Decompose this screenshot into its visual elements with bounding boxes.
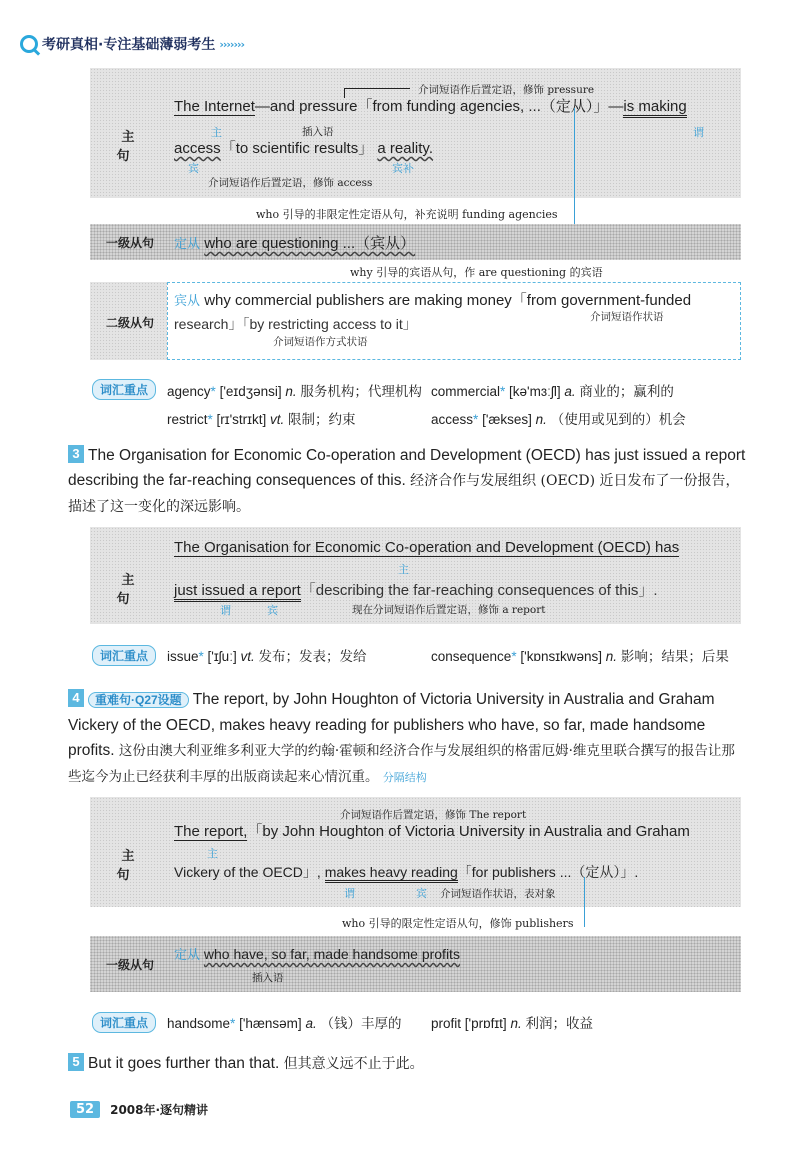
mark-insert-3: 插入语	[252, 972, 284, 984]
vocab-issue: issue* ['ɪʃuː] vt. 发布；发表；发给	[167, 649, 367, 664]
flag-tag: 重难句·Q27设题	[88, 692, 189, 708]
mark-subject-3: 主	[207, 847, 218, 860]
mark-predicate: 谓	[693, 126, 704, 139]
block3-line1: The report,「by John Houghton of Victoria University in Australia and Graham	[174, 823, 690, 840]
sentence-line1: The Internet—and pressure「from funding agencies, ...（定从）」—is making	[174, 95, 687, 116]
level1-label-3: 一级从句	[105, 958, 154, 972]
mark-predicate-3: 谓	[344, 887, 355, 900]
footer-title: 2008年·逐句精讲	[110, 1103, 209, 1117]
note-adverbial: 介词短语作状语	[590, 311, 664, 323]
note-report: 现在分词短语作后置定语，修饰 a report	[352, 604, 546, 616]
note-who-publishers: who 引导的限定性定语从句，修饰 publishers	[342, 917, 574, 930]
brand-title: 考研真相·专注基础薄弱考生	[42, 37, 216, 53]
block2-line1: The Organisation for Economic Co-operation and Development (OECD) has	[174, 539, 680, 556]
level1-panel-1	[90, 224, 741, 260]
note-who: who 引导的非限定性定语从句，补充说明 funding agencies	[256, 208, 558, 221]
mark-object: 宾	[188, 162, 199, 175]
vocab-commercial: commercial* [kə'mɜːʃl] a. 商业的；赢利的	[431, 384, 674, 399]
mark-subject: 主	[211, 126, 222, 139]
mark-insert: 插入语	[302, 126, 334, 138]
mark-subject-2: 主	[398, 563, 409, 576]
level1-panel-3	[90, 936, 741, 992]
level2-label: 二级从句	[105, 316, 154, 330]
brand-header	[20, 34, 244, 54]
main-label-3: 主 句	[116, 849, 149, 883]
note-adverbial-3: 介词短语作状语，表对象	[440, 888, 556, 900]
note-why: why 引导的宾语从句，作 are questioning 的宾语	[350, 266, 603, 279]
main-clause-panel-3	[90, 797, 741, 907]
vocab-tag: 词汇重点	[92, 379, 156, 400]
arrow-decoration-icon: ›››››››	[219, 37, 245, 51]
mark-object-complement: 宾补	[392, 162, 414, 175]
paragraph-4: 4 重难句·Q27设题 The report, by John Houghton of Victoria University in Australia and Graham Vickery of the OECD, makes heavy reading for publishers who have, so far, made handsome profits. 这份由澳大利亚维多利亚大学的约翰·霍顿和经济合作与发展组织的格雷厄姆·维克里联合撰写的报告让那些迄今为止已经获利丰厚的出版商读起来心情沉重。 分隔结构	[68, 690, 735, 785]
search-logo-icon	[20, 35, 38, 53]
level1-label: 一级从句	[105, 236, 154, 250]
main-clause-panel-2	[90, 527, 741, 624]
note-manner: 介词短语作方式状语	[273, 336, 368, 348]
level2-panel-1	[90, 282, 741, 360]
vocab-tag-3: 词汇重点	[92, 1012, 156, 1033]
vocab-handsome: handsome* ['hænsəm] a. （钱）丰厚的	[167, 1016, 402, 1031]
sentence-line2: access「to scientific results」 a reality.	[174, 140, 433, 157]
block3-line2: Vickery of the OECD」, makes heavy reading「for publishers ...（定从）」.	[174, 862, 638, 882]
paragraph-3: 3 The Organisation for Economic Co-operation and Development (OECD) has just issued a report describing the far-reaching consequences of this. 经济合作与发展组织 (OECD) 近日发布了一份报告，描述了这一变化的深远影响。	[68, 446, 746, 515]
note-access: 介词短语作后置定语，修饰 access	[208, 177, 373, 189]
block2-line2: just issued a report「describing the far-reaching consequences of this」.	[174, 579, 658, 600]
level2-line1: 宾从 why commercial publishers are making money「from government-funded	[174, 292, 692, 309]
level2-line2: research」「by restricting access to it」	[174, 316, 417, 332]
paragraph-5: 5 But it goes further than that. 但其意义远不止于此。	[68, 1051, 748, 1077]
vocab-agency: agency* ['eɪdʒənsi] n. 服务机构；代理机构	[167, 384, 422, 399]
note-pressure: 介词短语作后置定语，修饰 pressure	[418, 84, 595, 96]
mark-predicate-2: 谓	[220, 604, 231, 617]
main-clause-panel-1	[90, 68, 741, 198]
vocab-profit: profit ['prɒfɪt] n. 利润；收益	[431, 1016, 593, 1031]
main-label: 主 句	[116, 130, 149, 164]
footer	[70, 1101, 208, 1118]
main-label-2: 主 句	[116, 573, 149, 607]
level1-text: 定从 who are questioning ...（宾从）	[174, 235, 416, 252]
vocab-consequence: consequence* ['kɒnsɪkwəns] n. 影响；结果；后果	[431, 649, 729, 664]
mark-object-2: 宾	[267, 604, 278, 617]
note-the-report: 介词短语作后置定语，修饰 The report	[340, 809, 527, 821]
level1-text-3: 定从 who have, so far, made handsome profits	[174, 946, 460, 962]
mark-object-3: 宾	[416, 887, 427, 900]
vocab-restrict: restrict* [rɪ'strɪkt] vt. 限制；约束	[167, 412, 356, 427]
vocab-tag-2: 词汇重点	[92, 645, 156, 666]
vocab-access: access* ['ækses] n. （使用或见到的）机会	[431, 412, 686, 427]
page-number: 52	[70, 1101, 100, 1118]
